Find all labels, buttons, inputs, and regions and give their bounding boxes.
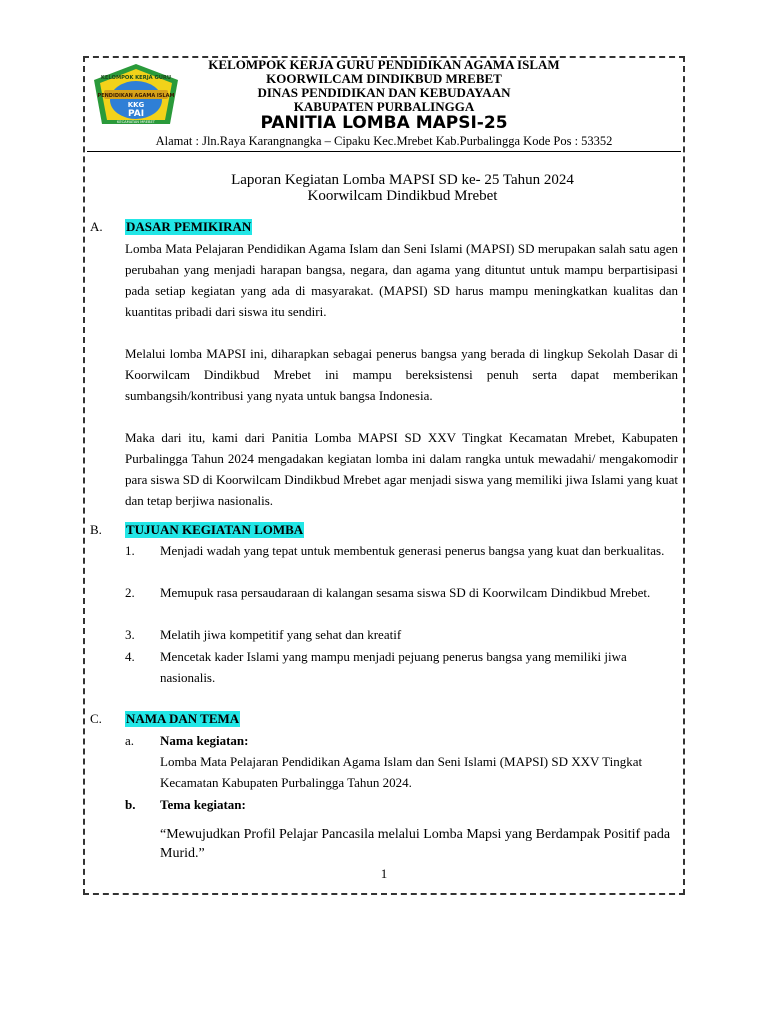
header-divider [87,151,681,152]
header-line-4: KABUPATEN PURBALINGGA [293,99,475,114]
page-number: 1 [380,866,388,881]
paragraph: Maka dari itu, kami dari Panitia Lomba MAPSI SD XXV Tingkat Kecamatan Mrebet, Kabupaten Purbalingga Tahun 2024 mengadakan kegiatan lomba ini dalam rangka untuk mewadahi/ mengakomodir para siswa SD di Koorwilcam Dindikbud Mrebet agar menjadi siswa yang memiliki jiwa Islami yang kuat dan tetap berjiwa nasionalis. [125,430,678,508]
logo-top-text: KELOMPOK KERJA GURU [100,75,172,81]
sub-letter: b. [125,797,136,812]
list-number: 1. [125,543,135,558]
section-letter: B. [90,522,102,537]
list-number: 4. [125,649,135,664]
header-line-3: DINAS PENDIDIKAN DAN KEBUDAYAAN [257,85,511,100]
section-title: NAMA DAN TEMA [126,711,240,726]
list-number: 3. [125,627,135,642]
section-title: TUJUAN KEGIATAN LOMBA [126,522,304,537]
paragraph: Lomba Mata Pelajaran Pendidikan Agama Islam dan Seni Islami (MAPSI) SD merupakan salah satu agen perubahan yang menjadi harapan bangsa, negara, dan agama yang dituntut untuk mampu berpartisipasi pada setiap kegiatan yang ada di masyarakat. (MAPSI) SD harus mampu meningkatkan kualitas dan kuantitas pribadi dari siswa itu sendiri. [125,241,678,319]
section-letter: A. [90,219,103,234]
list-text: Mencetak kader Islami yang mampu menjadi pejuang penerus bangsa yang memiliki jiwa nasionalis. [160,649,627,685]
report-title-line-1: Laporan Kegiatan Lomba MAPSI SD ke- 25 Tahun 2024 [231,172,574,188]
list-text: Memupuk rasa persaudaraan di kalangan sesama siswa SD di Koorwilcam Dindikbud Mrebet. [160,585,651,600]
header-address: Alamat : Jln.Raya Karangnangka – Cipaku Kec.Mrebet Kab.Purbalingga Kode Pos : 53352 [155,134,613,148]
sub-label: Nama kegiatan: [160,733,249,748]
section-letter: C. [90,711,102,726]
paragraph: Melalui lomba MAPSI ini, diharapkan sebagai penerus bangsa yang berada di lingkup Sekolah Dasar di Koorwilcam Dindikbud Mrebet ini mampu bereksistensi penuh serta dapat memberikan sumbangsih/kontribusi yang nyata untuk bangsa Indonesia. [125,346,678,403]
header-title: PANITIA LOMBA MAPSI-25 [260,113,508,133]
logo-big-text: PAI [127,109,145,119]
list-text: Melatih jiwa kompetitif yang sehat dan kreatif [160,627,402,642]
list-text: Menjadi wadah yang tepat untuk membentuk generasi penerus bangsa yang kuat dan berkualitas. [160,543,665,558]
sub-text: Lomba Mata Pelajaran Pendidikan Agama Islam dan Seni Islami (MAPSI) SD XXV Tingkat Kecamatan Kabupaten Purbalingga Tahun 2024. [160,754,643,790]
sub-label: Tema kegiatan: [160,797,246,812]
header-line-2: KOORWILCAM DINDIKBUD MREBET [266,71,502,86]
sub-letter: a. [125,733,135,748]
report-title-line-2: Koorwilcam Dindikbud Mrebet [307,188,498,204]
logo-mid-text: KKG [127,101,145,109]
section-title: DASAR PEMIKIRAN [126,219,252,234]
theme-quote: “Mewujudkan Profil Pelajar Pancasila melalui Lomba Mapsi yang Berdampak Positif pada Murid.” [160,827,671,861]
header-line-1: KELOMPOK KERJA GURU PENDIDIKAN AGAMA ISLAM [208,57,560,72]
logo-band-text: PENDIDIKAN AGAMA ISLAM [97,93,175,99]
list-number: 2. [125,585,135,600]
logo-bottom-text: KECAMATAN MREBET [117,120,155,124]
